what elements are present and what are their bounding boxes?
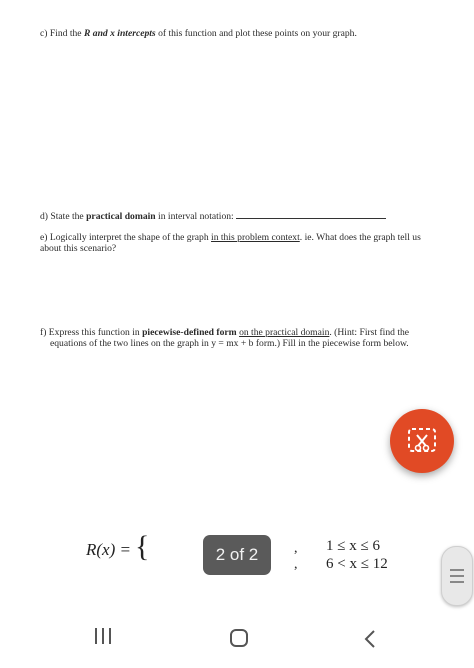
home-icon[interactable] (224, 628, 254, 652)
piecewise-brace: { (135, 530, 150, 563)
back-icon[interactable] (356, 628, 386, 652)
system-navigation-bar (0, 610, 474, 668)
screenshot-crop-icon (405, 424, 439, 458)
piece-separator-2: , (294, 557, 298, 572)
scroll-handle[interactable] (441, 546, 473, 606)
piece-condition-2: 6 < x ≤ 12 (326, 556, 388, 572)
emphasis-r-x-intercepts: R and x intercepts (83, 28, 156, 39)
question-e: e) Logically interpret the shape of the graph in this problem context. ie. What does the graph tell us about this scenario? (40, 232, 421, 254)
emphasis-practical-domain: practical domain (86, 211, 156, 222)
answer-blank-line (236, 210, 386, 219)
emphasis-piecewise: piecewise-defined form (142, 327, 237, 338)
question-d: d) State the practical domain in interval notation: (40, 210, 386, 222)
question-f: f) Express this function in piecewise-defined form on the practical domain. (Hint: First find the equations of the two lines on the graph in y = mx + b form.) Fill in the piecewise form below. (40, 327, 410, 349)
piece-separator-1: , (294, 541, 298, 556)
question-c: c) Find the R and x intercepts of this function and plot these points on your graph. (40, 28, 357, 39)
grip-icon (450, 569, 464, 583)
piece-condition-1: 1 ≤ x ≤ 6 (326, 538, 380, 554)
screenshot-capture-button[interactable] (390, 409, 454, 473)
page-indicator: 2 of 2 (203, 535, 271, 575)
recent-apps-icon[interactable] (88, 628, 118, 652)
piecewise-function-label: R(x) = (86, 540, 131, 559)
